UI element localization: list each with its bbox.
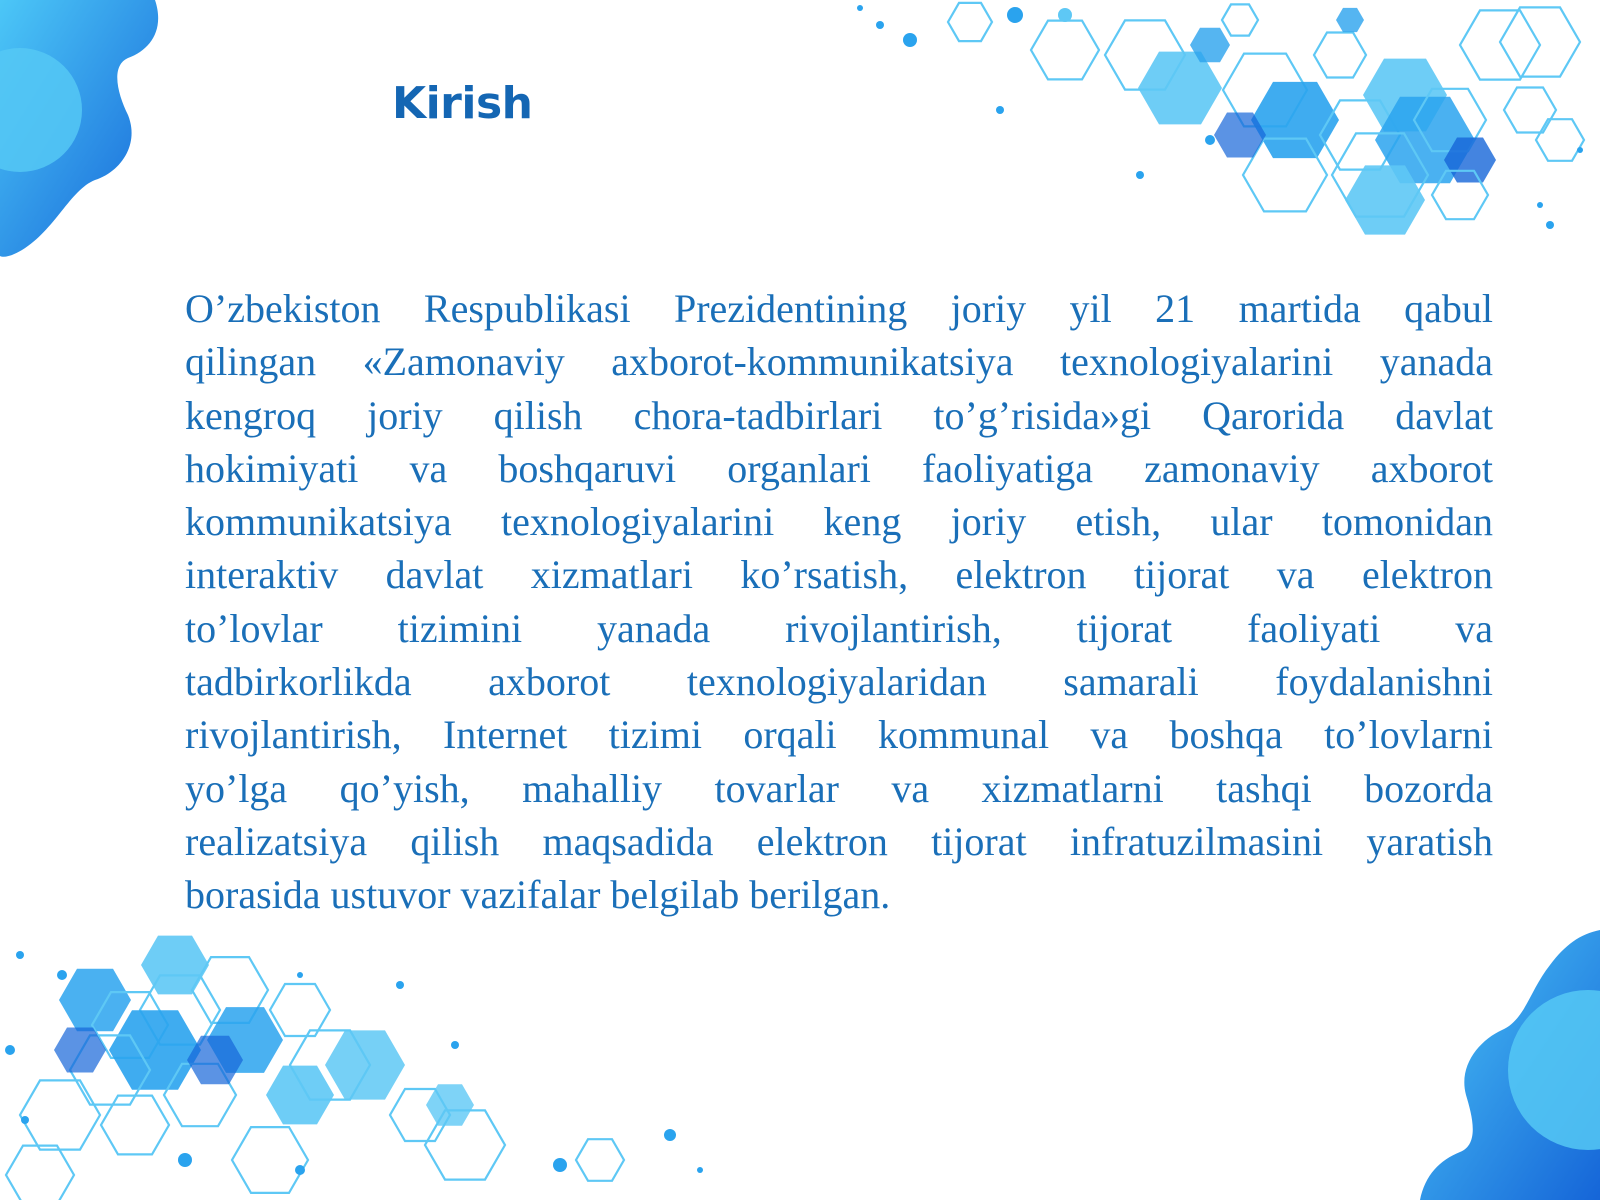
dot-shape — [297, 972, 303, 978]
paragraph-line: kommunikatsiya texnologiyalarini keng joriy etish, ular tomonidan — [185, 499, 1493, 545]
paragraph-line: borasida ustuvor vazifalar belgilab berilgan. — [185, 872, 891, 918]
hexagon-shape — [1500, 7, 1580, 76]
dot-shape — [21, 1116, 29, 1124]
hexagon-shape — [270, 984, 330, 1036]
dot-shape — [57, 970, 67, 980]
dot-shape — [1136, 171, 1144, 179]
hexagon-shape — [426, 1084, 474, 1126]
hexagon-shape — [6, 1146, 74, 1200]
hexagon-shape — [141, 936, 209, 995]
blob-top-left — [0, 0, 170, 260]
paragraph-line: to’lovlar tizimini yanada rivojlantirish, tijorat faoliyati va — [185, 605, 1493, 651]
dot-shape — [5, 1045, 15, 1055]
dot-shape — [903, 33, 917, 47]
hexagon-shape — [1536, 119, 1584, 161]
paragraph-line: hokimiyati va boshqaruvi organlari faoliyatiga zamonaviy axborot — [185, 445, 1493, 491]
hexagon-shape — [109, 1010, 201, 1090]
dot-shape — [1577, 147, 1583, 153]
hexagon-shape — [20, 1080, 100, 1149]
paragraph-line: O’zbekiston Respublikasi Prezidentining joriy yil 21 martida qabul — [185, 286, 1493, 331]
dot-shape — [697, 1167, 703, 1173]
dot-shape — [16, 951, 24, 959]
dot-shape — [178, 1153, 192, 1167]
paragraph-line: realizatsiya qilish maqsadida elektron tijorat infratuzilmasini yaratish — [185, 818, 1493, 864]
dot-shape — [1007, 7, 1023, 23]
dot-shape — [1205, 135, 1215, 145]
paragraph-line: yo’lga qo’yish, mahalliy tovarlar va xizmatlarni tashqi bozorda — [185, 765, 1493, 811]
dot-shape — [664, 1129, 676, 1141]
hexagon-shape — [948, 3, 992, 41]
dot-shape — [857, 5, 863, 11]
hexagon-shape — [1138, 52, 1222, 125]
hexagon-shape — [1314, 33, 1366, 78]
dot-shape — [996, 106, 1004, 114]
dot-shape — [295, 1165, 305, 1175]
slide-body-paragraph — [185, 282, 1493, 922]
dot-shape — [1546, 221, 1554, 229]
paragraph-line: rivojlantirish, Internet tizimi orqali kommunal va boshqa to’lovlarni — [185, 712, 1493, 758]
hexagon-shape — [266, 1066, 334, 1125]
blob-bottom-right — [1420, 930, 1600, 1200]
hexagon-shape — [1336, 8, 1364, 32]
dot-shape — [451, 1041, 459, 1049]
paragraph-line: interaktiv davlat xizmatlari ko’rsatish, elektron tijorat va elektron — [185, 552, 1493, 598]
dot-shape — [1058, 8, 1072, 22]
hexagon-shape — [1222, 4, 1258, 35]
hexagon-shape — [1504, 88, 1556, 133]
dot-shape — [396, 981, 404, 989]
hexagon-cluster-bottom-left — [0, 930, 720, 1200]
hexagon-shape — [1460, 10, 1540, 79]
dot-shape — [1537, 202, 1543, 208]
paragraph-line: tadbirkorlikda axborot texnologiyalaridan samarali foydalanishni — [185, 659, 1493, 705]
hexagon-shape — [1031, 21, 1099, 80]
hexagon-shape — [576, 1139, 624, 1181]
hexagon-cluster-top-right — [840, 0, 1600, 260]
dot-shape — [876, 21, 884, 29]
dot-shape — [553, 1158, 567, 1172]
paragraph-line: kengroq joriy qilish chora-tadbirlari to’g’risida»gi Qarorida davlat — [185, 392, 1493, 438]
hexagon-shape — [232, 1127, 308, 1193]
hexagon-shape — [325, 1030, 405, 1099]
paragraph-line: qilingan «Zamonaviy axborot-kommunikatsiya texnologiyalarini yanada — [185, 339, 1493, 385]
slide-title: Kirish — [392, 78, 533, 129]
